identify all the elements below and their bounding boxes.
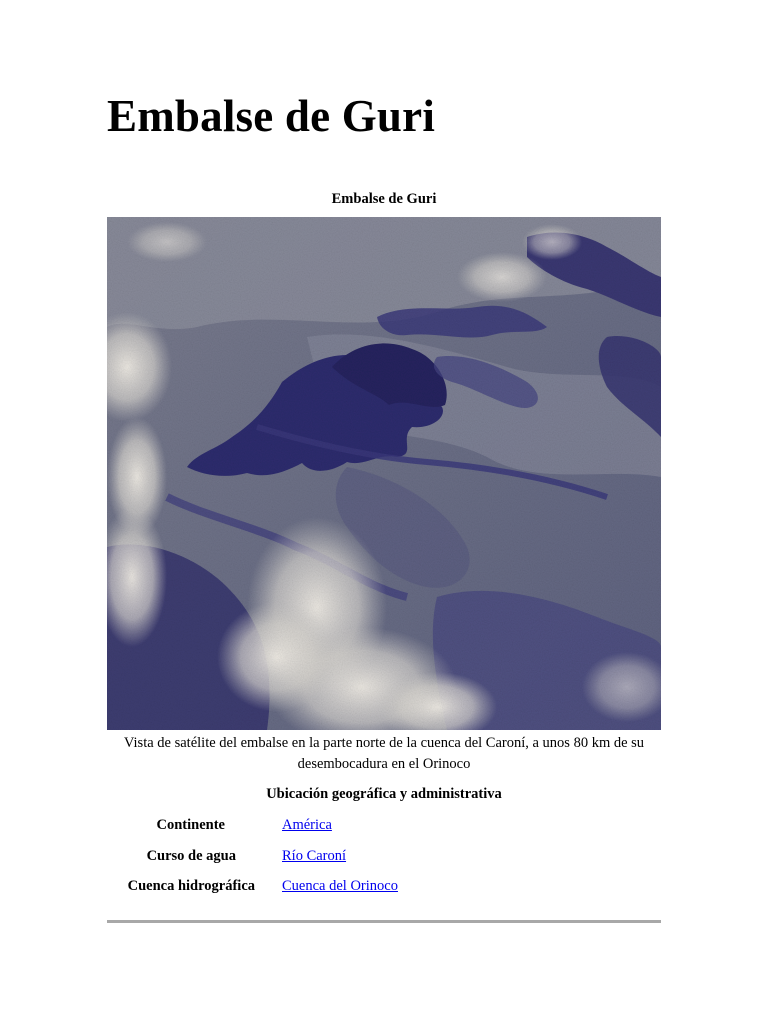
info-row-continent <box>107 817 661 839</box>
link-cuenca-orinoco[interactable]: Cuenca del Orinoco <box>282 878 398 894</box>
info-row-watercourse <box>107 848 661 870</box>
image-caption: Vista de satélite del embalse en la parte norte de la cuenca del Caroní, a unos 80 km de su desembocadura en el Orinoco <box>123 735 645 772</box>
page-title: Embalse de Guri <box>107 91 436 141</box>
satellite-image <box>107 217 661 730</box>
info-label-watercourse: Curso de agua <box>146 848 236 864</box>
link-america[interactable]: América <box>282 817 332 833</box>
horizontal-rule <box>107 920 661 923</box>
info-row-basin <box>107 878 661 900</box>
infobox-title: Embalse de Guri <box>331 191 437 207</box>
info-label-basin: Cuenca hidrográfica <box>127 878 255 894</box>
info-label-continent: Continente <box>156 817 225 833</box>
section-heading: Ubicación geográfica y administrativa <box>266 786 502 802</box>
link-rio-caroni[interactable]: Río Caroní <box>282 848 347 864</box>
